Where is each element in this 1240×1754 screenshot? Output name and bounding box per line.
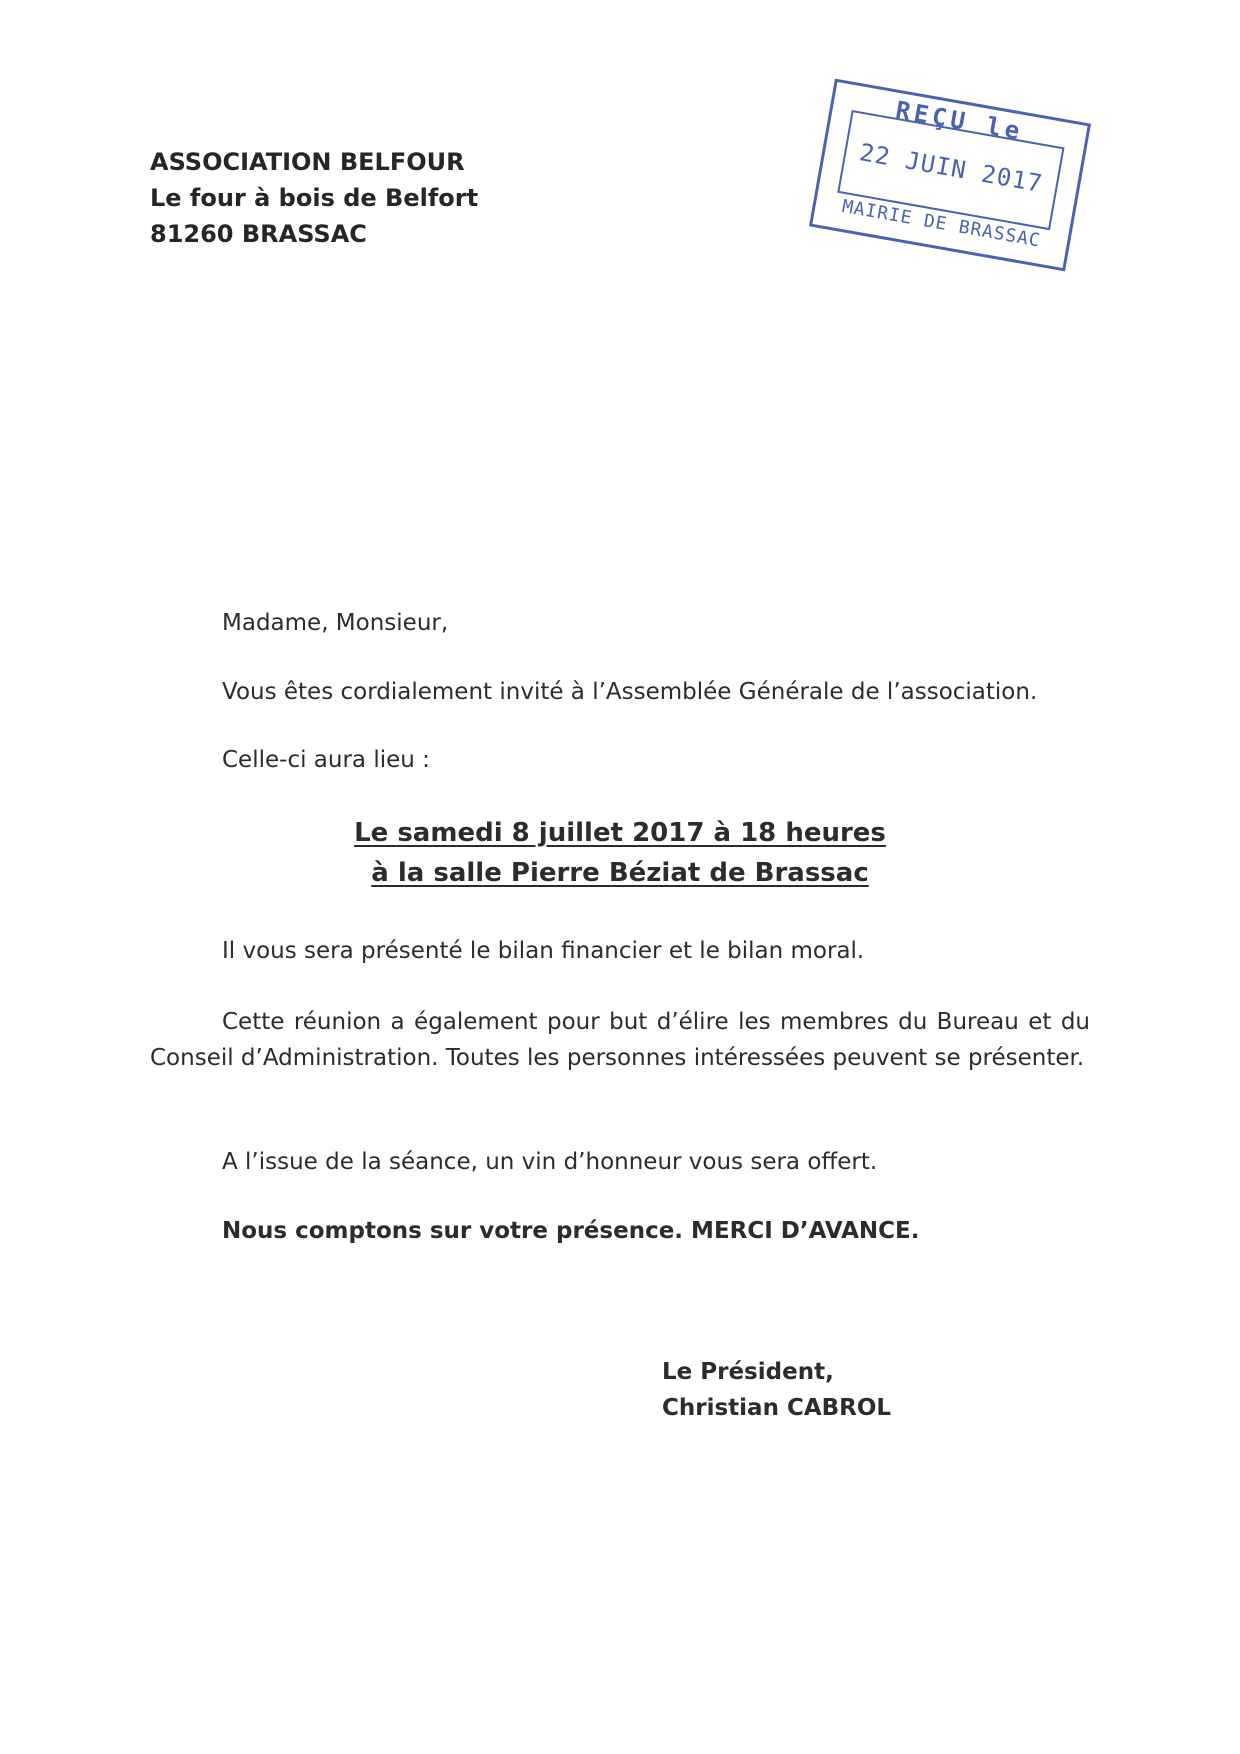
received-stamp xyxy=(809,79,1091,272)
closing-sentence: Nous comptons sur votre présence. MERCI D’AVANCE. xyxy=(222,1218,920,1244)
stamp-received-label: REÇU le xyxy=(893,95,1026,146)
signature-block xyxy=(662,1354,891,1426)
stamp-date: 22 JUIN 2017 xyxy=(857,138,1045,198)
event-date: Le samedi 8 juillet 2017 à 18 heures xyxy=(354,818,886,848)
reception-sentence: A l’issue de la séance, un vin d’honneur vous sera offert. xyxy=(222,1149,878,1175)
election-paragraph: Cette réunion a également pour but d’élire les membres du Bureau et du Conseil d’Administration. Toutes les personnes intéressées peuvent se présenter. xyxy=(150,1009,1090,1071)
signature-title: Le Président, xyxy=(662,1359,834,1385)
stamp-town-hall: MAIRIE DE BRASSAC xyxy=(840,195,1043,252)
salutation: Madame, Monsieur, xyxy=(222,610,449,636)
intro-sentence: Celle-ci aura lieu : xyxy=(222,747,430,773)
sender-address xyxy=(150,144,478,252)
sender-organization: ASSOCIATION BELFOUR xyxy=(150,148,465,176)
bilan-sentence: Il vous sera présenté le bilan financier et le bilan moral. xyxy=(222,938,865,964)
sender-location: Le four à bois de Belfort xyxy=(150,184,479,212)
event-place: à la salle Pierre Béziat de Brassac xyxy=(371,858,869,888)
invitation-sentence: Vous êtes cordialement invité à l’Assemblée Générale de l’association. xyxy=(222,679,1038,705)
signature-name: Christian CABROL xyxy=(662,1395,892,1421)
sender-city: 81260 BRASSAC xyxy=(150,220,367,248)
